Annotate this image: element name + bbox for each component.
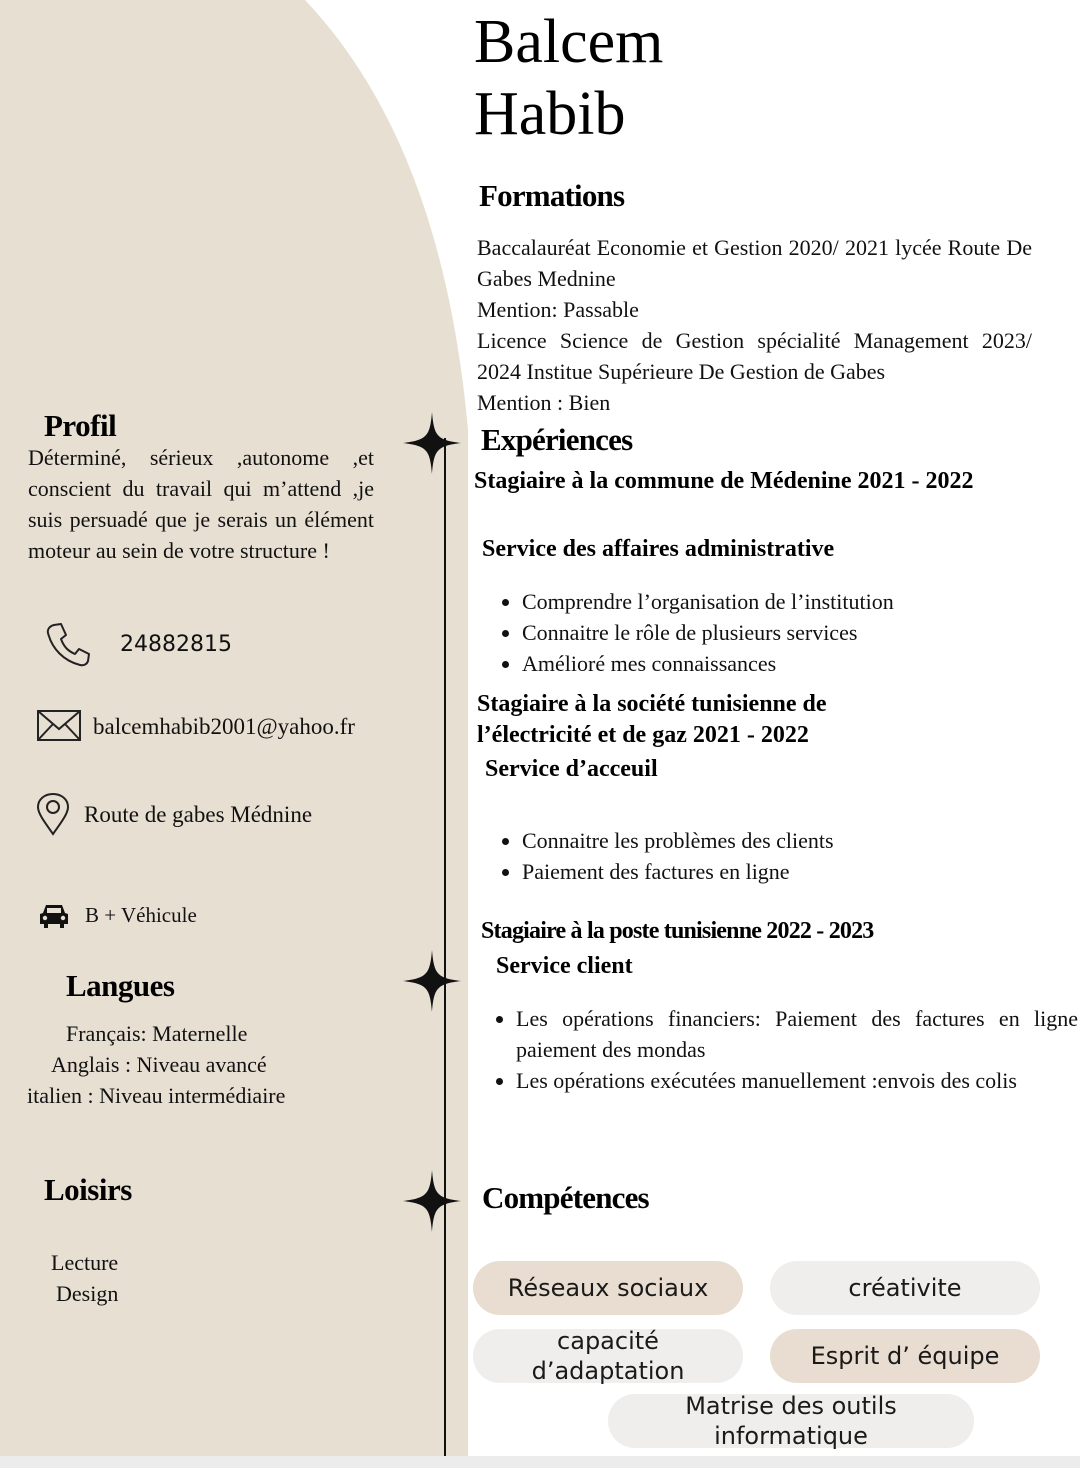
- langues-list: [20, 1018, 320, 1111]
- formations-section: [477, 232, 1032, 418]
- hobby-item: Lecture: [51, 1250, 119, 1275]
- job-service: Service des affaires administrative: [482, 536, 835, 562]
- sparkle-icon: [403, 1170, 461, 1232]
- mail-icon: [36, 708, 82, 744]
- location-pin-icon: [36, 792, 70, 836]
- job-title: Stagiaire à la commune de Médenine 2021 - 2022: [474, 468, 974, 494]
- job-bullet: • Amélioré mes connaissances: [522, 648, 1062, 679]
- skill-pill: Matrise des outils informatique: [608, 1394, 974, 1448]
- car-icon: [38, 902, 70, 930]
- job-bullets: [472, 1003, 1078, 1096]
- loisirs-heading: Loisirs: [44, 1172, 132, 1207]
- phone-icon: [44, 620, 92, 668]
- profil-heading: Profil: [44, 408, 117, 443]
- address-text: Route de gabes Médnine: [84, 801, 313, 827]
- profil-text: Déterminé, sérieux ,autonome ,et conscient du travail qui m’attend ,je suis persuadé que je serais un élément moteur au sein de votre structure !: [28, 445, 374, 563]
- job-title: [477, 689, 827, 751]
- license-row: [38, 900, 197, 931]
- phone-row: [44, 620, 232, 668]
- skill-pill: Esprit d’ équipe: [770, 1329, 1040, 1383]
- job-bullet: • Les opérations exécutées manuellement :envois des colis: [516, 1065, 1078, 1096]
- formations-heading: Formations: [479, 178, 625, 213]
- formation-line: Mention : Bien: [477, 390, 611, 415]
- formation-line: Baccalauréat Economie et Gestion 2020/ 2021 lycée Route De Gabes Mednine: [477, 235, 1032, 291]
- job-bullet: • Les opérations financiers: Paiement des factures en ligne paiement des mondas: [516, 1003, 1078, 1065]
- job-bullets: [478, 586, 1062, 679]
- language-item: italien : Niveau intermédiaire: [27, 1083, 286, 1108]
- job-title-line: Stagiaire à la société tunisienne de: [477, 691, 827, 717]
- last-name: Habib: [474, 80, 626, 148]
- job-bullet: • Paiement des factures en ligne: [522, 856, 1062, 887]
- skill-pill: capacité d’adaptation: [473, 1329, 743, 1383]
- language-item: Anglais : Niveau avancé: [51, 1052, 267, 1077]
- job-service: Service client: [496, 953, 633, 979]
- bottom-strip: [0, 1456, 1080, 1468]
- license-text: B + Véhicule: [85, 903, 197, 927]
- competences-heading: Compétences: [482, 1180, 649, 1215]
- first-name: Balcem: [474, 8, 664, 76]
- address-row: [36, 792, 312, 836]
- job-bullet: • Connaitre les problèmes des clients: [522, 825, 1062, 856]
- person-name: [474, 6, 663, 150]
- sparkle-icon: [403, 950, 461, 1012]
- experiences-heading: Expériences: [481, 422, 633, 457]
- job-bullet: • Comprendre l’organisation de l’institution: [522, 586, 1062, 617]
- loisirs-list: [40, 1247, 118, 1309]
- hobby-item: Design: [56, 1281, 119, 1306]
- language-item: Français: Maternelle: [66, 1021, 248, 1046]
- formation-line: Mention: Passable: [477, 297, 639, 322]
- job-service: Service d’acceuil: [485, 756, 658, 782]
- job-title: Stagiaire à la poste tunisienne 2022 - 2023: [481, 918, 874, 944]
- sparkle-icon: [403, 412, 461, 474]
- langues-heading: Langues: [66, 968, 175, 1003]
- email-address[interactable]: balcemhabib2001@yahoo.fr: [93, 713, 355, 739]
- email-row: [36, 708, 355, 744]
- phone-number: 24882815: [120, 631, 232, 657]
- job-title-line: l’électricité et de gaz 2021 - 2022: [477, 722, 809, 748]
- job-bullets: [478, 825, 1062, 887]
- formation-line: Licence Science de Gestion spécialité Management 2023/ 2024 Institue Supérieure De Gestion de Gabes: [477, 328, 1032, 384]
- job-bullet: • Connaitre le rôle de plusieurs services: [522, 617, 1062, 648]
- timeline-line: [444, 438, 446, 1456]
- skill-pill: Réseaux sociaux: [473, 1261, 743, 1315]
- skill-pill: créativite: [770, 1261, 1040, 1315]
